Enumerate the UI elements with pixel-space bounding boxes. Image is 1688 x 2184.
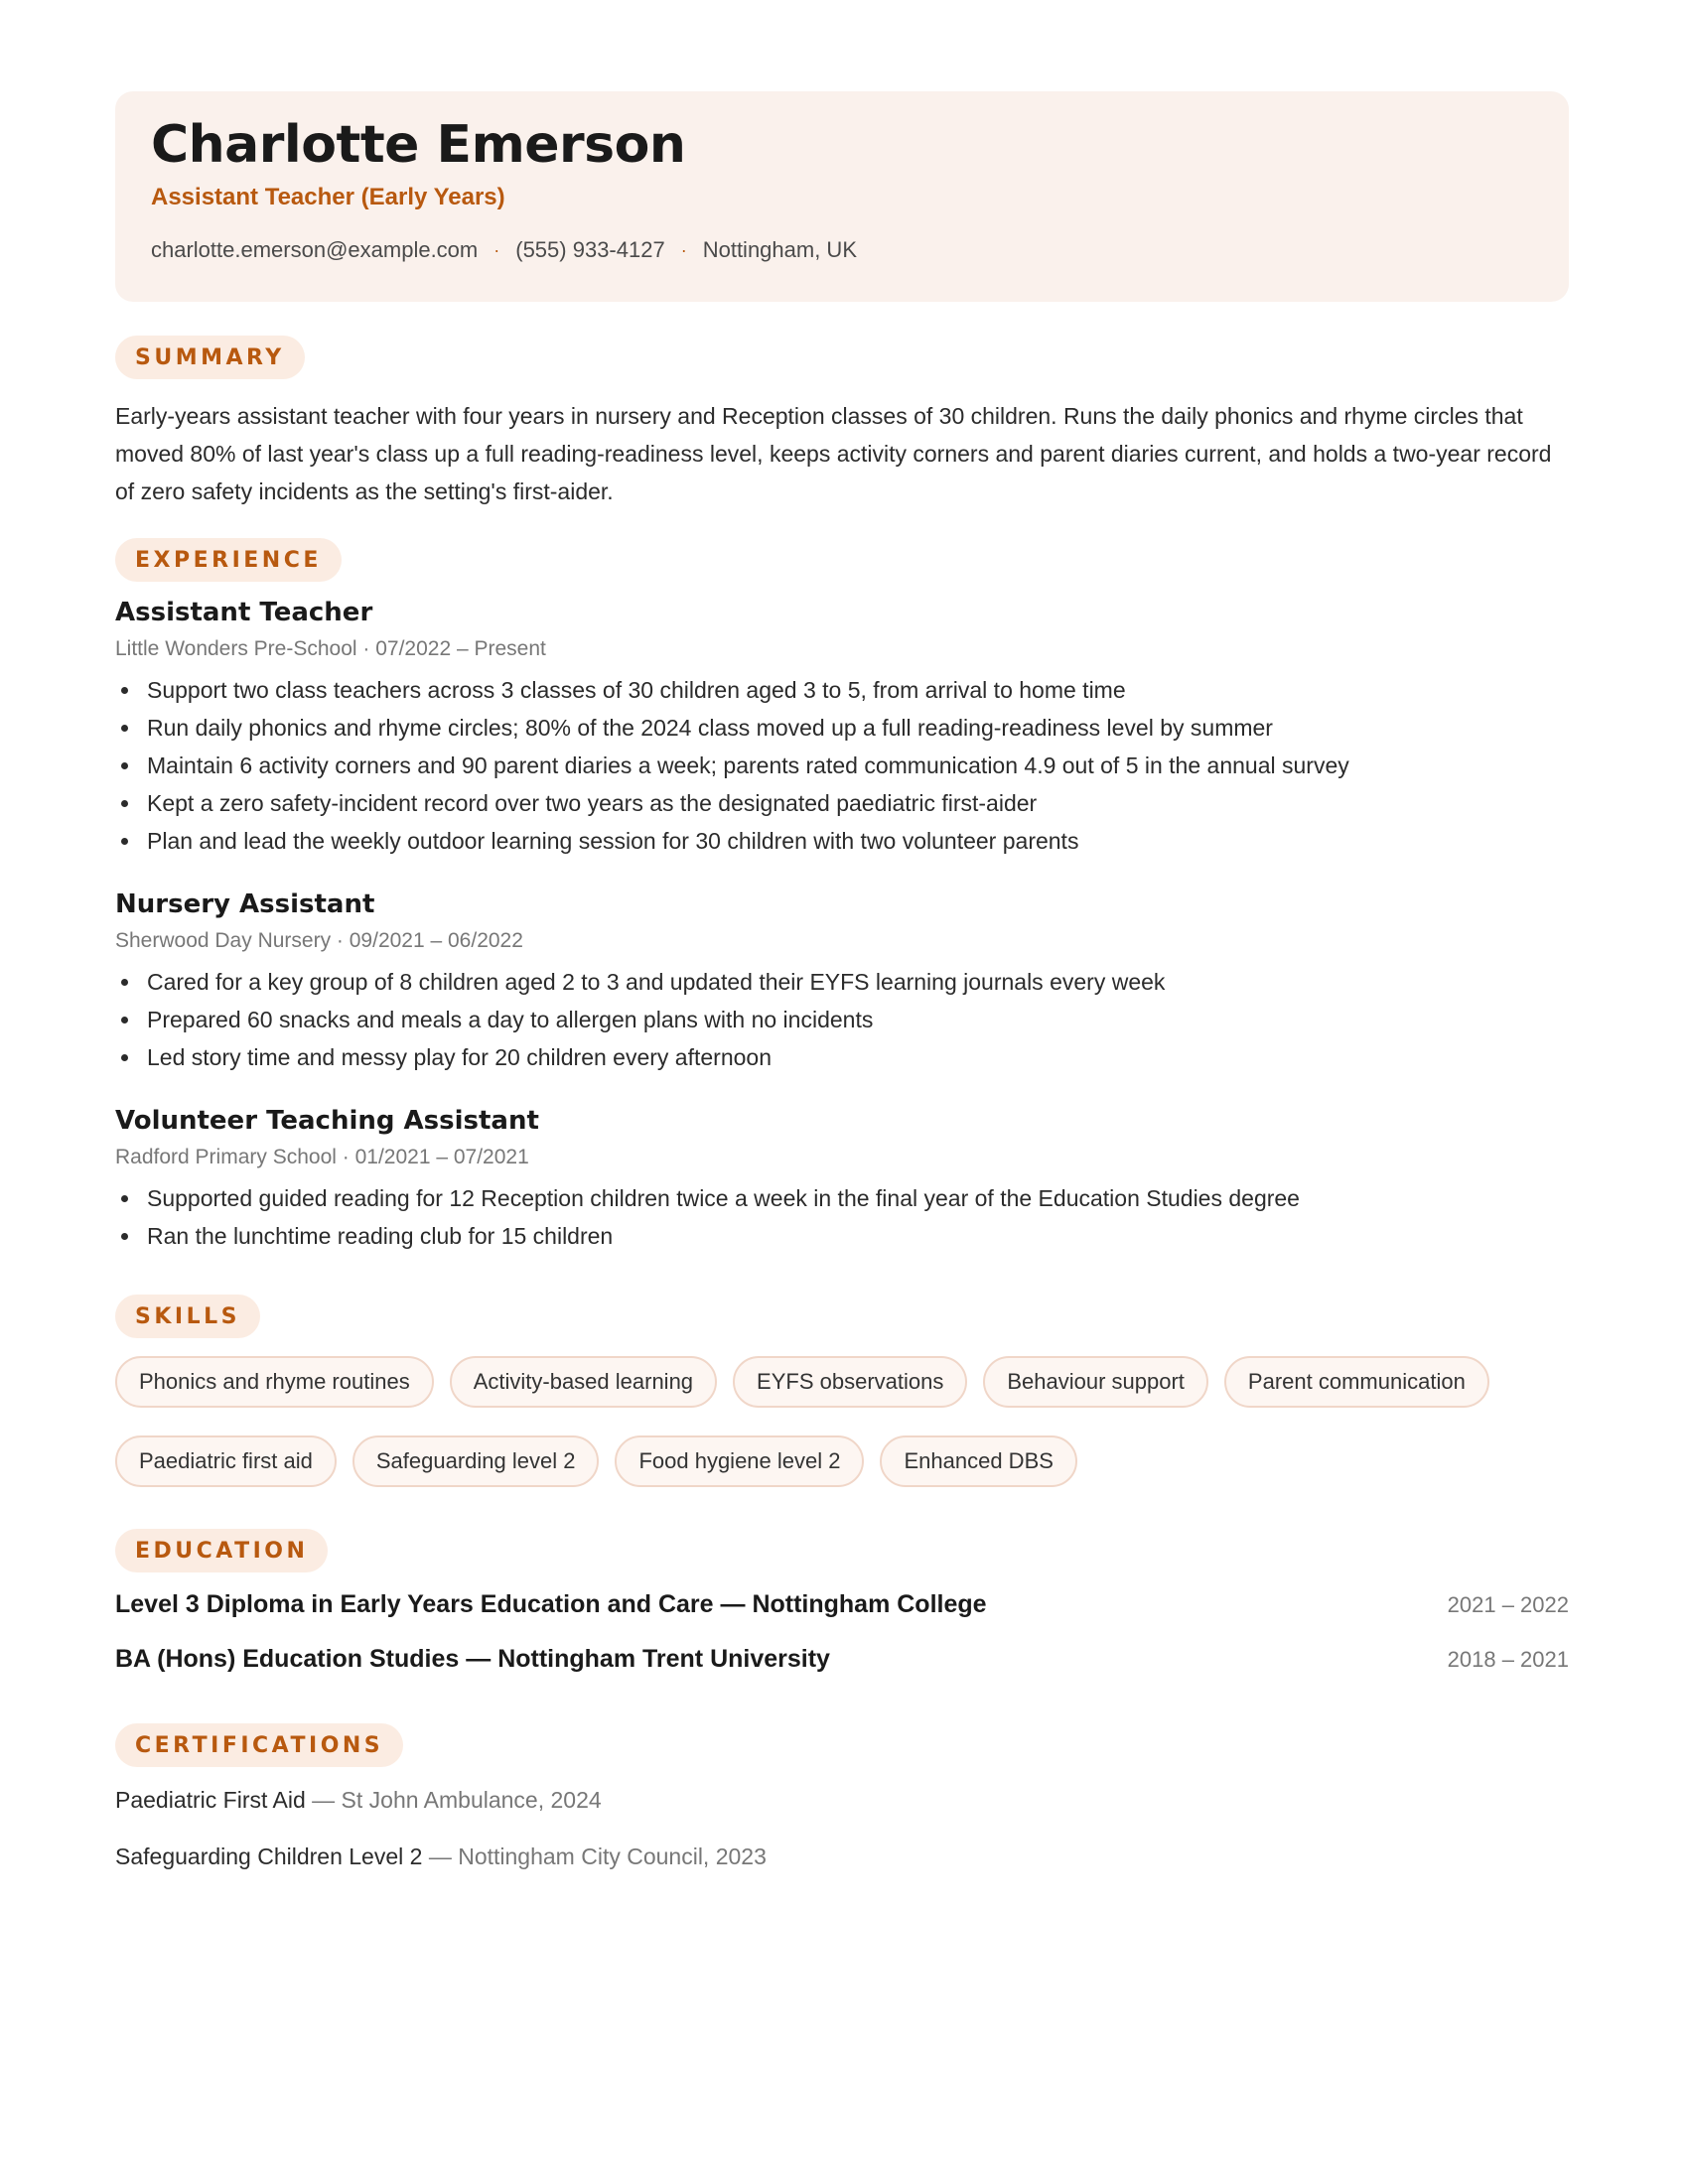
skills-section bbox=[115, 1295, 1569, 1487]
job-bullet: Supported guided reading for 12 Reception children twice a week in the final year of the Education Studies degree bbox=[115, 1179, 1569, 1217]
contact-location: Nottingham, UK bbox=[702, 237, 857, 263]
skill-chip: Activity-based learning bbox=[450, 1356, 717, 1408]
skill-chip: Parent communication bbox=[1224, 1356, 1489, 1408]
education-entry bbox=[115, 1645, 1569, 1674]
candidate-role: Assistant Teacher (Early Years) bbox=[151, 184, 505, 211]
section-heading-education: EDUCATION bbox=[115, 1529, 328, 1572]
certification-entry bbox=[115, 1787, 1569, 1814]
skill-chip: EYFS observations bbox=[733, 1356, 967, 1408]
job-bullets bbox=[115, 1179, 1569, 1255]
experience-section bbox=[115, 538, 1569, 1255]
education-years: 2018 – 2021 bbox=[1447, 1647, 1569, 1672]
job-bullet: Maintain 6 activity corners and 90 parent diaries a week; parents rated communication 4.9 out of 5 in the annual survey bbox=[115, 747, 1569, 784]
skill-chip: Behaviour support bbox=[983, 1356, 1208, 1408]
job-entry bbox=[115, 889, 1569, 1076]
skill-chip: Food hygiene level 2 bbox=[615, 1435, 864, 1487]
job-bullet: Plan and lead the weekly outdoor learning session for 30 children with two volunteer parents bbox=[115, 822, 1569, 860]
job-bullet: Support two class teachers across 3 classes of 30 children aged 3 to 5, from arrival to home time bbox=[115, 671, 1569, 709]
contact-separator: · bbox=[680, 239, 687, 260]
skill-chip: Phonics and rhyme routines bbox=[115, 1356, 434, 1408]
education-years: 2021 – 2022 bbox=[1447, 1592, 1569, 1617]
job-bullet: Led story time and messy play for 20 children every afternoon bbox=[115, 1038, 1569, 1076]
summary-text: Early-years assistant teacher with four years in nursery and Reception classes of 30 children. Runs the daily phonics and rhyme circles that moved 80% of last year's class up a full reading-readiness level, keeps activity corners and parent diaries current, and holds a two-year record of zero safety incidents as the setting's first-aider. bbox=[115, 403, 1552, 504]
certification-issuer: — St John Ambulance, 2024 bbox=[305, 1787, 602, 1813]
job-meta: Sherwood Day Nursery · 09/2021 – 06/2022 bbox=[115, 929, 523, 952]
job-entry bbox=[115, 598, 1569, 860]
education-title: BA (Hons) Education Studies — Nottingham Trent University bbox=[115, 1645, 830, 1673]
resume-page bbox=[115, 91, 1569, 1870]
skill-chip: Safeguarding level 2 bbox=[352, 1435, 600, 1487]
job-meta: Little Wonders Pre-School · 07/2022 – Present bbox=[115, 637, 546, 660]
summary-section bbox=[115, 336, 1569, 510]
job-title: Nursery Assistant bbox=[115, 889, 375, 919]
job-bullet: Run daily phonics and rhyme circles; 80% of the 2024 class moved up a full reading-readiness level by summer bbox=[115, 709, 1569, 747]
candidate-name: Charlotte Emerson bbox=[151, 115, 686, 175]
job-bullet: Ran the lunchtime reading club for 15 children bbox=[115, 1217, 1569, 1255]
job-meta: Radford Primary School · 01/2021 – 07/2021 bbox=[115, 1146, 529, 1168]
contact-line bbox=[151, 237, 1533, 263]
job-bullet: Prepared 60 snacks and meals a day to allergen plans with no incidents bbox=[115, 1001, 1569, 1038]
section-heading-summary: SUMMARY bbox=[115, 336, 305, 379]
certification-issuer: — Nottingham City Council, 2023 bbox=[422, 1843, 767, 1869]
header-card bbox=[115, 91, 1569, 302]
certification-name: Paediatric First Aid bbox=[115, 1787, 306, 1813]
education-section bbox=[115, 1529, 1569, 1674]
skills-list bbox=[115, 1356, 1569, 1487]
skill-chip: Paediatric first aid bbox=[115, 1435, 337, 1487]
education-title: Level 3 Diploma in Early Years Education and Care — Nottingham College bbox=[115, 1590, 987, 1618]
skill-chip: Enhanced DBS bbox=[880, 1435, 1076, 1487]
contact-separator: · bbox=[493, 239, 500, 260]
job-bullets bbox=[115, 671, 1569, 860]
job-bullets bbox=[115, 963, 1569, 1076]
job-entry bbox=[115, 1106, 1569, 1255]
education-entry bbox=[115, 1590, 1569, 1619]
contact-phone[interactable]: (555) 933-4127 bbox=[515, 237, 665, 263]
section-heading-certifications: CERTIFICATIONS bbox=[115, 1723, 403, 1767]
section-heading-experience: EXPERIENCE bbox=[115, 538, 342, 582]
certification-name: Safeguarding Children Level 2 bbox=[115, 1843, 423, 1869]
section-heading-skills: SKILLS bbox=[115, 1295, 260, 1338]
certifications-section bbox=[115, 1723, 1569, 1870]
job-title: Volunteer Teaching Assistant bbox=[115, 1106, 539, 1136]
job-title: Assistant Teacher bbox=[115, 598, 373, 627]
contact-email[interactable]: charlotte.emerson@example.com bbox=[151, 237, 479, 263]
job-bullet: Cared for a key group of 8 children aged 2 to 3 and updated their EYFS learning journals every week bbox=[115, 963, 1569, 1001]
certification-entry bbox=[115, 1843, 1569, 1870]
job-bullet: Kept a zero safety-incident record over two years as the designated paediatric first-aider bbox=[115, 784, 1569, 822]
